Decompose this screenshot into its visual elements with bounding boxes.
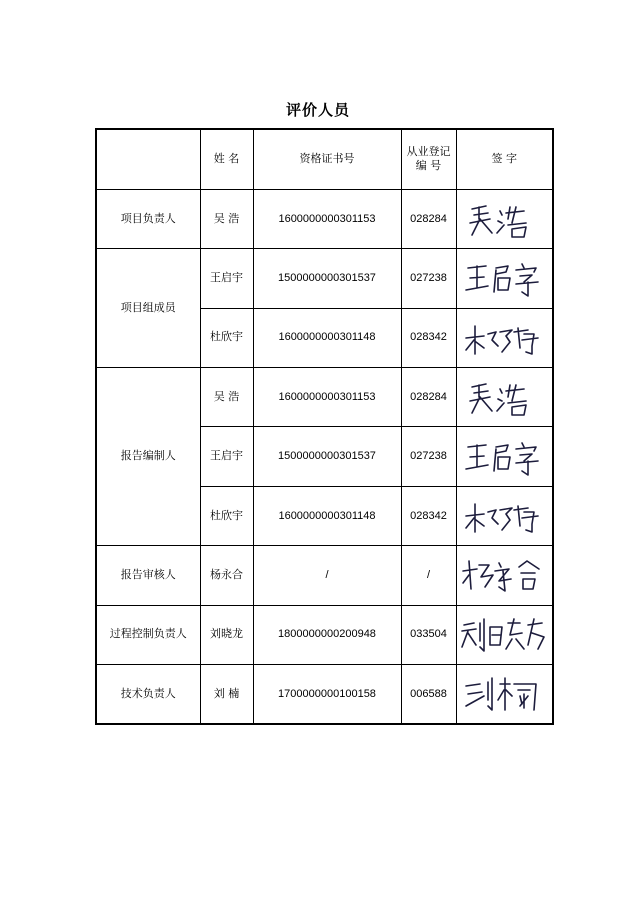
role-cell: 报告审核人 bbox=[96, 546, 200, 605]
reg-cell: 028284 bbox=[401, 189, 456, 248]
signature-yang-yonghe bbox=[457, 555, 553, 595]
name-cell: 刘 楠 bbox=[200, 665, 253, 724]
table-row bbox=[96, 605, 553, 664]
signature-cell bbox=[456, 665, 553, 724]
table-row bbox=[96, 189, 553, 248]
signature-cell bbox=[456, 189, 553, 248]
role-header bbox=[96, 129, 200, 189]
name-cell: 杜欣宇 bbox=[200, 308, 253, 367]
cert-cell: / bbox=[253, 546, 401, 605]
name-header: 姓 名 bbox=[200, 129, 253, 189]
name-cell: 王启宇 bbox=[200, 249, 253, 308]
reg-cell: / bbox=[401, 546, 456, 605]
name-cell: 杜欣宇 bbox=[200, 486, 253, 545]
signature-wang-qiyu bbox=[457, 258, 553, 298]
reg-cell: 033504 bbox=[401, 605, 456, 664]
name-cell: 吴 浩 bbox=[200, 368, 253, 427]
signature-liu-xiaolong bbox=[457, 615, 553, 655]
signature-cell bbox=[456, 546, 553, 605]
name-cell: 王启宇 bbox=[200, 427, 253, 486]
role-cell: 过程控制负责人 bbox=[96, 605, 200, 664]
reg-header bbox=[401, 129, 456, 189]
signature-cell bbox=[456, 308, 553, 367]
table-row bbox=[96, 546, 553, 605]
name-cell: 吴 浩 bbox=[200, 189, 253, 248]
table-row bbox=[96, 249, 553, 308]
role-cell: 项目组成员 bbox=[96, 249, 200, 368]
table-header-row bbox=[96, 129, 553, 189]
cert-cell: 1600000000301148 bbox=[253, 308, 401, 367]
signature-du-xinyu bbox=[457, 496, 553, 536]
cert-cell: 1600000000301153 bbox=[253, 189, 401, 248]
reg-header-line2: 编 号 bbox=[415, 159, 442, 173]
signature-wu-hao bbox=[457, 197, 553, 241]
signature-cell bbox=[456, 249, 553, 308]
reg-header-line1: 从业登记 bbox=[406, 144, 451, 158]
role-cell: 报告编制人 bbox=[96, 368, 200, 546]
cert-cell: 1700000000100158 bbox=[253, 665, 401, 724]
reg-cell: 006588 bbox=[401, 665, 456, 724]
signature-liu-nan bbox=[457, 674, 553, 714]
cert-header: 资格证书号 bbox=[253, 129, 401, 189]
evaluation-staff-table bbox=[95, 128, 554, 725]
cert-cell: 1500000000301537 bbox=[253, 249, 401, 308]
signature-cell bbox=[456, 368, 553, 427]
cert-cell: 1800000000200948 bbox=[253, 605, 401, 664]
table-row bbox=[96, 368, 553, 427]
page-title: 评价人员 bbox=[285, 101, 350, 119]
name-cell: 刘晓龙 bbox=[200, 605, 253, 664]
role-cell: 项目负责人 bbox=[96, 189, 200, 248]
reg-cell: 028342 bbox=[401, 486, 456, 545]
cert-cell: 1500000000301537 bbox=[253, 427, 401, 486]
role-cell: 技术负责人 bbox=[96, 665, 200, 724]
reg-cell: 027238 bbox=[401, 249, 456, 308]
signature-wang-qiyu bbox=[457, 437, 553, 477]
reg-cell: 028284 bbox=[401, 368, 456, 427]
table-row bbox=[96, 665, 553, 724]
signature-cell bbox=[456, 605, 553, 664]
cert-cell: 1600000000301148 bbox=[253, 486, 401, 545]
cert-cell: 1600000000301153 bbox=[253, 368, 401, 427]
signature-cell bbox=[456, 486, 553, 545]
reg-cell: 028342 bbox=[401, 308, 456, 367]
sign-header: 签 字 bbox=[456, 129, 553, 189]
signature-cell bbox=[456, 427, 553, 486]
reg-cell: 027238 bbox=[401, 427, 456, 486]
name-cell: 杨永合 bbox=[200, 546, 253, 605]
signature-wu-hao bbox=[457, 375, 553, 419]
signature-du-xinyu bbox=[457, 318, 553, 358]
